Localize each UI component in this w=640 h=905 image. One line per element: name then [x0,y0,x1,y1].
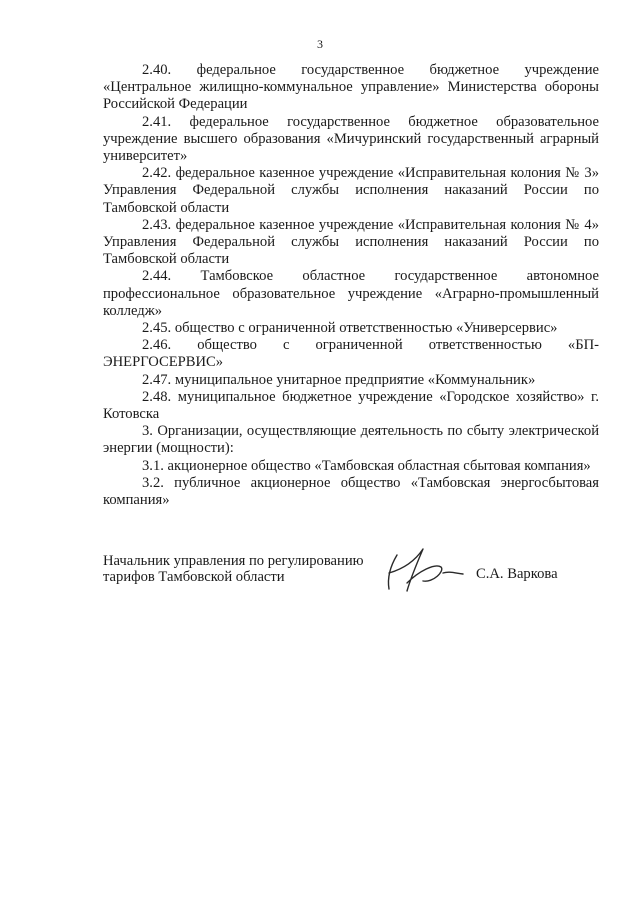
list-item: 2.43. федеральное казенное учреждение «Исправительная колония № 4» Управления Федеральной службы исполнения наказаний России по Тамбовской области [103,216,599,268]
list-item: 2.48. муниципальное бюджетное учреждение «Городское хозяйство» г. Котовска [103,388,599,423]
page-number: 3 [317,37,323,51]
list-item: 2.41. федеральное государственное бюджетное образовательное учреждение высшего образования «Мичуринский государственный аграрный университет» [103,113,599,165]
section-heading: 3. Организации, осуществляющие деятельность по сбыту электрической энергии (мощности): [103,423,599,457]
list-item: 2.44. Тамбовское областное государственное автономное профессиональное образовательное учреждение «Аграрно-промышленный колледж» [103,268,599,319]
list-item: 2.42. федеральное казенное учреждение «Исправительная колония № 3» Управления Федеральной службы исполнения наказаний России по Тамбовской области [103,165,599,216]
list-item: 2.47. муниципальное унитарное предприятие «Коммунальник» [142,371,536,388]
handwritten-signature [381,543,473,601]
organization-list [103,62,599,509]
list-item: 2.46. общество с ограниченной ответственностью «БП-ЭНЕРГОСЕРВИС» [103,337,599,371]
signatory-name: С.А. Варкова [476,566,558,582]
signatory-title [103,553,364,585]
signatory-title-line: тарифов Тамбовской области [103,569,285,585]
signature-block [103,553,599,613]
list-item: 2.45. общество с ограниченной ответственностью «Универсервис» [142,320,558,337]
signatory-title-line: Начальник управления по регулированию [103,553,364,569]
list-item: 3.2. публичное акционерное общество «Тамбовская энергосбытовая компания» [103,474,599,509]
list-item: 2.40. федеральное государственное бюджетное учреждение «Центральное жилищно-коммунальное управление» Министерства обороны Российской Федерации [103,62,599,113]
list-item: 3.1. акционерное общество «Тамбовская областная сбытовая компания» [142,457,591,474]
